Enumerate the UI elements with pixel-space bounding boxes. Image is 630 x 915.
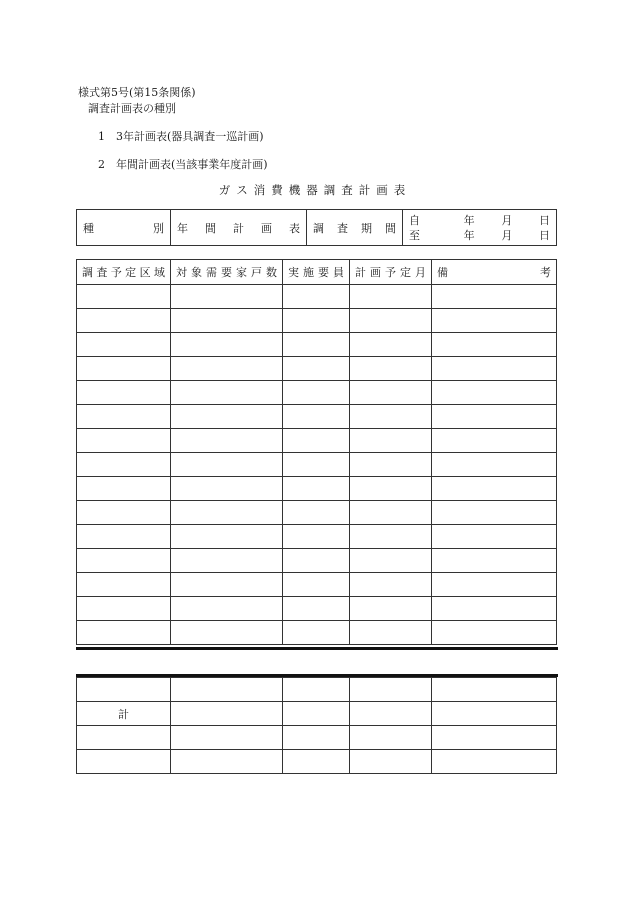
header-char: 考 <box>540 266 551 279</box>
entry-cell[interactable] <box>77 477 171 501</box>
plan-type-subtitle: 調査計画表の種別 <box>88 102 176 115</box>
entry-cell[interactable] <box>350 357 432 381</box>
column-header-households <box>171 260 283 285</box>
entry-cell[interactable] <box>171 702 283 726</box>
entry-cell[interactable] <box>283 429 350 453</box>
plan-label-char: 表 <box>289 221 300 235</box>
table-row <box>77 309 557 333</box>
plan-label-cell <box>171 210 307 246</box>
entry-cell[interactable] <box>77 285 171 309</box>
entry-cell[interactable] <box>77 405 171 429</box>
entry-cell[interactable] <box>350 702 432 726</box>
entry-cell[interactable] <box>77 429 171 453</box>
entry-cell[interactable] <box>432 525 557 549</box>
table-row <box>77 285 557 309</box>
column-header-remarks <box>432 260 557 285</box>
entry-cell[interactable] <box>171 357 283 381</box>
entry-cell[interactable] <box>350 750 432 774</box>
entry-cell[interactable] <box>432 405 557 429</box>
entry-cell[interactable] <box>171 597 283 621</box>
header-char: 員 <box>333 266 344 279</box>
item-text: 3年計画表(器具調査一巡計画) <box>116 130 264 143</box>
entry-cell[interactable] <box>432 477 557 501</box>
item-number: 2 <box>98 158 105 171</box>
entry-cell[interactable] <box>171 381 283 405</box>
entry-cell[interactable] <box>77 501 171 525</box>
table-row <box>77 477 557 501</box>
entry-cell[interactable] <box>432 621 557 645</box>
period-dates-cell[interactable] <box>403 210 557 246</box>
entry-cell[interactable] <box>283 501 350 525</box>
header-char: 実 <box>288 266 299 279</box>
entry-cell[interactable] <box>432 381 557 405</box>
period-label-cell <box>307 210 403 246</box>
entry-cell[interactable] <box>350 621 432 645</box>
entry-cell[interactable] <box>77 549 171 573</box>
month-label: 月 <box>501 228 513 242</box>
entry-cell[interactable] <box>77 525 171 549</box>
header-char: 予 <box>385 266 396 279</box>
entry-cell[interactable] <box>171 285 283 309</box>
entry-cell[interactable] <box>77 357 171 381</box>
table-row <box>77 621 557 645</box>
column-header-area <box>77 260 171 285</box>
month-label: 月 <box>501 213 513 227</box>
entry-cell[interactable] <box>171 477 283 501</box>
entry-cell[interactable] <box>350 726 432 750</box>
from-label: 自 <box>409 213 420 227</box>
entry-cell[interactable] <box>350 573 432 597</box>
table-row <box>77 405 557 429</box>
entry-cell[interactable] <box>283 678 350 702</box>
entry-cell[interactable] <box>283 573 350 597</box>
table-row <box>77 597 557 621</box>
entry-cell[interactable] <box>171 453 283 477</box>
entry-cell[interactable] <box>77 726 171 750</box>
entry-cell[interactable] <box>171 309 283 333</box>
entry-cell[interactable] <box>350 285 432 309</box>
plan-label-char: 画 <box>261 221 272 235</box>
table-row <box>77 573 557 597</box>
column-header-staff <box>283 260 350 285</box>
table-row <box>77 357 557 381</box>
entry-cell[interactable] <box>283 381 350 405</box>
entry-cell[interactable] <box>432 726 557 750</box>
divider-bottom-rule <box>76 647 558 650</box>
entry-cell[interactable] <box>77 333 171 357</box>
table-row <box>77 333 557 357</box>
entry-cell[interactable] <box>432 549 557 573</box>
header-char: 戸 <box>251 266 262 279</box>
plan-label-char: 間 <box>205 221 216 235</box>
entry-cell[interactable] <box>283 333 350 357</box>
period-label-char: 間 <box>385 221 396 235</box>
entry-cell[interactable] <box>350 477 432 501</box>
column-header-month <box>350 260 432 285</box>
header-char: 備 <box>437 266 448 279</box>
table-row <box>77 501 557 525</box>
total-label-cell[interactable]: 計 <box>77 702 171 726</box>
entry-cell[interactable] <box>350 333 432 357</box>
entry-cell[interactable] <box>350 549 432 573</box>
entry-cell[interactable] <box>350 405 432 429</box>
year-label: 年 <box>463 228 475 242</box>
header-char: 月 <box>415 266 426 279</box>
totals-table <box>76 677 557 774</box>
entry-cell[interactable] <box>432 702 557 726</box>
header-char: 家 <box>236 266 247 279</box>
header-char: 予 <box>110 266 122 279</box>
entry-cell[interactable] <box>171 750 283 774</box>
header-char: 画 <box>370 266 381 279</box>
entry-cell[interactable] <box>283 477 350 501</box>
plan-label-char: 年 <box>177 221 188 235</box>
entry-cell[interactable] <box>77 309 171 333</box>
item-text: 年間計画表(当該事業年度計画) <box>116 158 268 171</box>
entry-cell[interactable] <box>432 597 557 621</box>
type-label-char: 別 <box>153 221 164 235</box>
header-char: 要 <box>221 266 232 279</box>
period-from-line <box>403 213 556 228</box>
type-label-cell <box>77 210 171 246</box>
period-to-line <box>403 228 556 243</box>
header-char: 区 <box>139 266 151 279</box>
year-label: 年 <box>463 213 475 227</box>
table-row <box>77 429 557 453</box>
entry-cell[interactable] <box>432 573 557 597</box>
table-row <box>77 525 557 549</box>
plan-type-item-2 <box>98 156 268 172</box>
plan-type-item-1 <box>98 128 264 144</box>
totals-row <box>77 702 557 726</box>
entry-cell[interactable] <box>350 678 432 702</box>
entry-cell[interactable] <box>432 750 557 774</box>
header-char: 定 <box>400 266 411 279</box>
header-char: 要 <box>318 266 329 279</box>
entry-cell[interactable] <box>432 357 557 381</box>
plan-info-table <box>76 209 557 246</box>
entry-cell[interactable] <box>171 501 283 525</box>
header-char: 域 <box>153 266 165 279</box>
header-char: 数 <box>266 266 277 279</box>
to-label: 至 <box>409 228 420 242</box>
entry-cell[interactable] <box>171 678 283 702</box>
form-number-label: 様式第5号(第15条関係) <box>78 86 196 99</box>
period-label-char: 期 <box>361 221 372 235</box>
entry-cell[interactable] <box>283 549 350 573</box>
period-label-char: 査 <box>337 221 348 235</box>
entry-cell[interactable] <box>171 726 283 750</box>
entry-cell[interactable] <box>171 525 283 549</box>
entry-cell[interactable] <box>432 501 557 525</box>
entry-cell[interactable] <box>283 285 350 309</box>
entry-cell[interactable] <box>432 453 557 477</box>
entry-cell[interactable] <box>432 333 557 357</box>
entry-cell[interactable] <box>171 621 283 645</box>
header-char: 査 <box>96 266 108 279</box>
header-char: 対 <box>176 266 187 279</box>
entry-cell[interactable] <box>77 453 171 477</box>
header-char: 需 <box>206 266 217 279</box>
type-label-char: 種 <box>83 221 94 235</box>
entry-cell[interactable] <box>283 309 350 333</box>
entry-cell[interactable] <box>77 381 171 405</box>
entry-cell[interactable] <box>350 309 432 333</box>
header-char: 計 <box>355 266 366 279</box>
entry-cell[interactable] <box>283 597 350 621</box>
entry-cell[interactable] <box>171 333 283 357</box>
header-char: 調 <box>82 266 93 279</box>
entry-cell[interactable] <box>283 453 350 477</box>
entry-cell[interactable] <box>283 405 350 429</box>
entry-cell[interactable] <box>350 525 432 549</box>
table-row <box>77 549 557 573</box>
header-char: 象 <box>191 266 202 279</box>
entry-cell[interactable] <box>283 621 350 645</box>
entry-cell[interactable] <box>283 357 350 381</box>
entry-cell[interactable] <box>432 285 557 309</box>
entry-cell[interactable] <box>77 597 171 621</box>
entry-cell[interactable] <box>350 501 432 525</box>
entry-cell[interactable] <box>432 678 557 702</box>
entry-cell[interactable] <box>350 453 432 477</box>
entry-cell[interactable] <box>77 573 171 597</box>
entry-cell[interactable] <box>77 750 171 774</box>
entry-cell[interactable] <box>77 621 171 645</box>
entry-cell[interactable] <box>283 702 350 726</box>
entry-cell[interactable] <box>171 549 283 573</box>
period-label-char: 調 <box>313 221 324 235</box>
entry-cell[interactable] <box>432 309 557 333</box>
header-char: 施 <box>303 266 314 279</box>
entry-cell[interactable] <box>432 429 557 453</box>
entry-cell[interactable] <box>171 429 283 453</box>
item-number: 1 <box>98 130 105 143</box>
day-label: 日 <box>539 228 551 242</box>
entry-cell[interactable] <box>171 405 283 429</box>
survey-plan-table <box>76 259 557 645</box>
document-title: ガス消費機器調査計画表 <box>218 183 412 197</box>
entry-cell[interactable] <box>77 678 171 702</box>
totals-row <box>77 750 557 774</box>
totals-row <box>77 726 557 750</box>
entry-cell[interactable] <box>171 573 283 597</box>
totals-row <box>77 678 557 702</box>
header-char: 定 <box>125 266 137 279</box>
entry-cell[interactable] <box>350 597 432 621</box>
entry-cell[interactable] <box>350 381 432 405</box>
entry-cell[interactable] <box>283 525 350 549</box>
table-row <box>77 381 557 405</box>
plan-label-char: 計 <box>233 221 244 235</box>
day-label: 日 <box>539 213 551 227</box>
entry-cell[interactable] <box>283 750 350 774</box>
table-row <box>77 453 557 477</box>
table-header-row <box>77 260 557 285</box>
entry-cell[interactable] <box>350 429 432 453</box>
entry-cell[interactable] <box>283 726 350 750</box>
